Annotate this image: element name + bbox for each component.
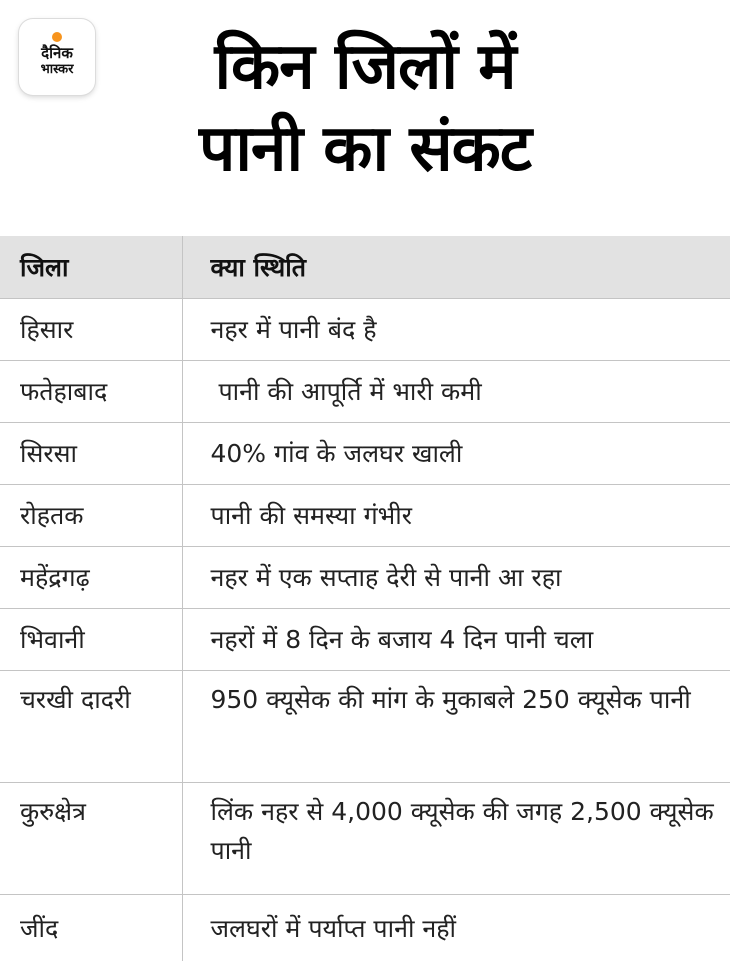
logo-text-line2: भास्कर bbox=[41, 63, 74, 76]
district-cell: फतेहाबाद bbox=[0, 361, 182, 423]
table-row bbox=[0, 547, 730, 609]
district-cell: जींद bbox=[0, 895, 182, 961]
district-cell: भिवानी bbox=[0, 609, 182, 671]
district-cell: कुरुक्षेत्र bbox=[0, 783, 182, 895]
status-cell: जलघरों में पर्याप्त पानी नहीं bbox=[182, 895, 730, 961]
table-row bbox=[0, 671, 730, 783]
table-row bbox=[0, 485, 730, 547]
table-row bbox=[0, 895, 730, 961]
table-row bbox=[0, 609, 730, 671]
table-row bbox=[0, 783, 730, 895]
page-title-line2: पानी का संकट bbox=[0, 108, 730, 190]
page-title-line1: किन जिलों में bbox=[0, 26, 730, 108]
page-title bbox=[0, 26, 730, 190]
district-cell: सिरसा bbox=[0, 423, 182, 485]
table-row bbox=[0, 361, 730, 423]
column-header-status: क्या स्थिति bbox=[182, 236, 730, 299]
status-cell: 950 क्यूसेक की मांग के मुकाबले 250 क्यूसेक पानी bbox=[182, 671, 730, 783]
table-row bbox=[0, 423, 730, 485]
logo-text-line1: दैनिक bbox=[41, 46, 73, 61]
table-row bbox=[0, 299, 730, 361]
status-cell: पानी की समस्या गंभीर bbox=[182, 485, 730, 547]
column-header-district: जिला bbox=[0, 236, 182, 299]
table-header-row bbox=[0, 236, 730, 299]
district-cell: रोहतक bbox=[0, 485, 182, 547]
district-status-table bbox=[0, 236, 730, 961]
district-cell: चरखी दादरी bbox=[0, 671, 182, 783]
status-cell: नहर में पानी बंद है bbox=[182, 299, 730, 361]
status-cell: पानी की आपूर्ति में भारी कमी bbox=[182, 361, 730, 423]
status-cell: 40% गांव के जलघर खाली bbox=[182, 423, 730, 485]
district-cell: महेंद्रगढ़ bbox=[0, 547, 182, 609]
status-cell: नहरों में 8 दिन के बजाय 4 दिन पानी चला bbox=[182, 609, 730, 671]
district-cell: हिसार bbox=[0, 299, 182, 361]
status-cell: नहर में एक सप्ताह देरी से पानी आ रहा bbox=[182, 547, 730, 609]
status-cell: लिंक नहर से 4,000 क्यूसेक की जगह 2,500 क्यूसेक पानी bbox=[182, 783, 730, 895]
